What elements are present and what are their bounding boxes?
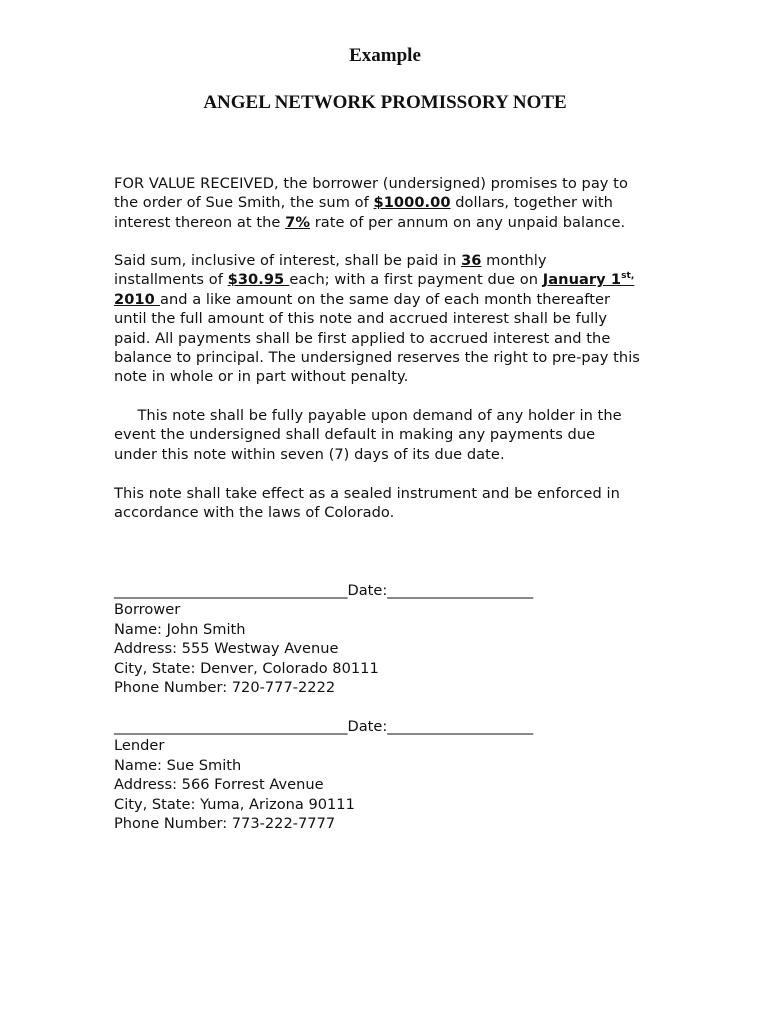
borrower-phone: Phone Number: 720-777-2222 xyxy=(114,679,336,697)
text-line: under this note within seven (7) days of its due date. xyxy=(114,445,505,463)
text-line xyxy=(114,193,674,212)
text-span: interest thereon at the xyxy=(114,213,286,231)
principal-amount: $1000.00 xyxy=(373,194,451,212)
text-span: the order of Sue Smith, the sum of xyxy=(114,194,374,212)
text-span: each; with a first payment due on xyxy=(289,271,543,289)
text-line: note in whole or in part without penalty. xyxy=(114,368,409,386)
text-line xyxy=(114,213,674,232)
text-line: accordance with the laws of Colorado. xyxy=(114,504,395,522)
text-line: event the undersigned shall default in making any payments due xyxy=(114,426,596,444)
paragraph-default xyxy=(114,406,674,464)
text-span: installments of xyxy=(114,271,228,289)
paragraph-value-received xyxy=(114,174,674,232)
interest-rate: 7% xyxy=(285,213,311,231)
text-span: Said sum, inclusive of interest, shall be paid in xyxy=(114,252,462,269)
lender-name: Name: Sue Smith xyxy=(114,756,242,774)
text-line: This note shall take effect as a sealed instrument and be enforced in xyxy=(114,485,620,502)
lender-address: Address: 566 Forrest Avenue xyxy=(114,776,324,794)
lender-role: Lender xyxy=(114,737,165,755)
text-line: until the full amount of this note and accrued interest shall be fully xyxy=(114,310,608,328)
borrower-signature-block xyxy=(114,581,674,697)
paragraph-payment-terms xyxy=(114,251,674,387)
borrower-city-state: City, State: Denver, Colorado 80111 xyxy=(114,659,379,677)
text-span: rate of per annum on any unpaid balance. xyxy=(310,213,626,231)
paragraph-governing-law xyxy=(114,484,674,523)
lender-signature-line: ________________________________Date:____________________ xyxy=(114,718,534,735)
borrower-address: Address: 555 Westway Avenue xyxy=(114,640,339,658)
borrower-name: Name: John Smith xyxy=(114,620,246,638)
borrower-signature-line: ________________________________Date:____________________ xyxy=(114,582,534,599)
installment-count: 36 xyxy=(461,252,482,269)
lender-city-state: City, State: Yuma, Arizona 90111 xyxy=(114,795,355,813)
text-line: paid. All payments shall be first applied to accrued interest and the xyxy=(114,329,611,347)
text-line xyxy=(114,290,674,309)
text-span: monthly xyxy=(481,252,547,269)
borrower-role: Borrower xyxy=(114,601,181,619)
first-payment-date xyxy=(543,271,635,288)
date-month: January 1 xyxy=(542,271,622,289)
lender-signature-block xyxy=(114,717,674,833)
first-payment-year: 2010 xyxy=(114,290,160,308)
text-span: and a like amount on the same day of each month thereafter xyxy=(159,290,611,308)
text-line xyxy=(114,251,674,270)
text-line xyxy=(114,270,674,289)
text-span: dollars, together with xyxy=(450,194,613,212)
example-heading: Example xyxy=(349,45,421,66)
lender-phone: Phone Number: 773-222-7777 xyxy=(114,815,336,833)
document-title: ANGEL NETWORK PROMISSORY NOTE xyxy=(203,92,567,113)
installment-amount: $30.95 xyxy=(227,271,290,289)
text-line: balance to principal. The undersigned reserves the right to pre-pay this xyxy=(114,349,640,367)
date-suffix: st, xyxy=(621,271,635,282)
text-line: This note shall be fully payable upon demand of any holder in the xyxy=(114,407,622,424)
text-line: FOR VALUE RECEIVED, the borrower (undersigned) promises to pay to xyxy=(114,175,628,192)
